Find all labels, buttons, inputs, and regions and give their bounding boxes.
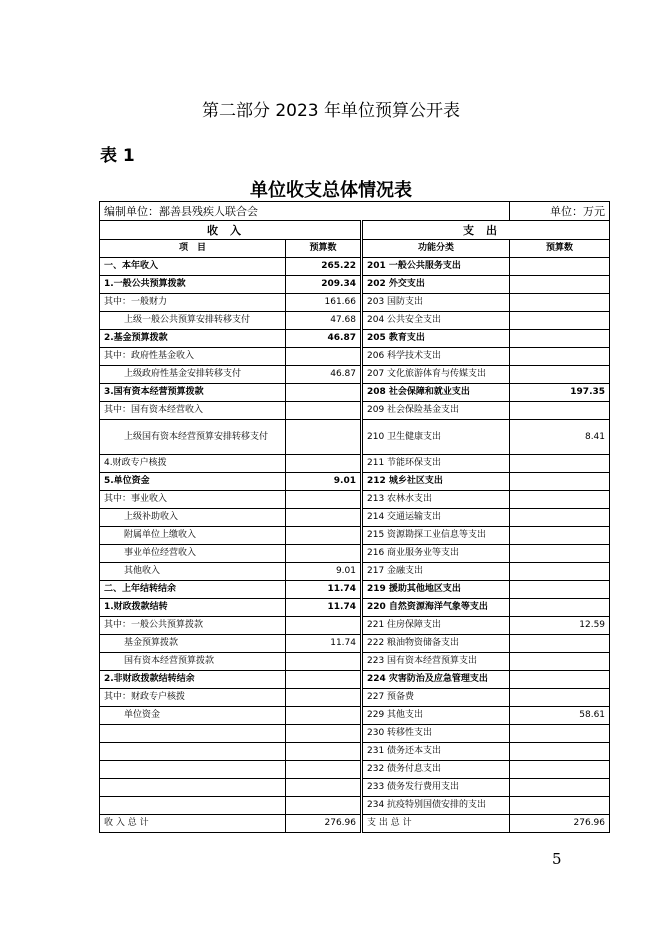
income-item xyxy=(100,743,286,761)
table-row xyxy=(100,815,610,833)
expense-amount: 58.61 xyxy=(510,707,610,725)
table-row xyxy=(100,725,610,743)
expense-amount xyxy=(510,563,610,581)
column-header-row xyxy=(100,240,610,258)
income-item: 其中：国有资本经营收入 xyxy=(100,402,286,420)
expense-item: 222 粮油物资储备支出 xyxy=(362,635,510,653)
income-amount xyxy=(286,527,362,545)
expense-item: 234 抗疫特别国债安排的支出 xyxy=(362,797,510,815)
income-amount xyxy=(286,671,362,689)
table-row xyxy=(100,384,610,402)
income-amount xyxy=(286,689,362,707)
expense-item: 204 公共安全支出 xyxy=(362,312,510,330)
expense-amount xyxy=(510,491,610,509)
income-item: 1.一般公共预算拨款 xyxy=(100,276,286,294)
table-row xyxy=(100,689,610,707)
income-amount: 9.01 xyxy=(286,473,362,491)
income-amount xyxy=(286,761,362,779)
table-row xyxy=(100,599,610,617)
expense-item: 220 自然资源海洋气象等支出 xyxy=(362,599,510,617)
expense-item: 208 社会保障和就业支出 xyxy=(362,384,510,402)
table-row xyxy=(100,563,610,581)
expense-item: 233 债务发行费用支出 xyxy=(362,779,510,797)
expense-amount xyxy=(510,581,610,599)
expense-amount xyxy=(510,599,610,617)
income-amount xyxy=(286,653,362,671)
income-amount: 46.87 xyxy=(286,366,362,384)
table-row xyxy=(100,473,610,491)
table-row xyxy=(100,402,610,420)
table-row xyxy=(100,797,610,815)
expense-item: 231 债务还本支出 xyxy=(362,743,510,761)
expense-amount xyxy=(510,545,610,563)
expense-item: 223 国有资本经营预算支出 xyxy=(362,653,510,671)
income-amount: 46.87 xyxy=(286,330,362,348)
income-item: 2.基金预算拨款 xyxy=(100,330,286,348)
expense-item: 227 预备费 xyxy=(362,689,510,707)
income-item: 上级补助收入 xyxy=(100,509,286,527)
expense-amount xyxy=(510,276,610,294)
expense-amount xyxy=(510,527,610,545)
expense-item: 213 农林水支出 xyxy=(362,491,510,509)
income-amount xyxy=(286,545,362,563)
expense-amount xyxy=(510,402,610,420)
expense-amount xyxy=(510,635,610,653)
expense-item: 229 其他支出 xyxy=(362,707,510,725)
income-amount xyxy=(286,743,362,761)
currency-unit: 单位：万元 xyxy=(510,202,610,221)
income-amount xyxy=(286,402,362,420)
expense-amount xyxy=(510,258,610,276)
table-row xyxy=(100,455,610,473)
expense-item: 202 外交支出 xyxy=(362,276,510,294)
expense-amount: 12.59 xyxy=(510,617,610,635)
expense-item: 209 社会保险基金支出 xyxy=(362,402,510,420)
table-row xyxy=(100,491,610,509)
income-amount xyxy=(286,491,362,509)
table-row xyxy=(100,743,610,761)
col-header-item: 项 目 xyxy=(100,240,286,258)
income-amount: 209.34 xyxy=(286,276,362,294)
income-amount xyxy=(286,725,362,743)
col-header-budget: 预算数 xyxy=(286,240,362,258)
expense-amount: 276.96 xyxy=(510,815,610,833)
table-row xyxy=(100,671,610,689)
income-item: 基金预算拨款 xyxy=(100,635,286,653)
expense-item: 217 金融支出 xyxy=(362,563,510,581)
table-row xyxy=(100,258,610,276)
table-row xyxy=(100,276,610,294)
income-item: 国有资本经营预算拨款 xyxy=(100,653,286,671)
income-amount: 9.01 xyxy=(286,563,362,581)
income-amount xyxy=(286,617,362,635)
income-amount xyxy=(286,348,362,366)
income-amount xyxy=(286,455,362,473)
income-amount: 47.68 xyxy=(286,312,362,330)
table-title: 单位收支总体情况表 xyxy=(250,180,412,201)
income-amount: 161.66 xyxy=(286,294,362,312)
income-item: 上级国有资本经营预算安排转移支付 xyxy=(100,420,286,455)
income-item: 其中：政府性基金收入 xyxy=(100,348,286,366)
table-row xyxy=(100,366,610,384)
income-item: 收 入 总 计 xyxy=(100,815,286,833)
expense-amount xyxy=(510,689,610,707)
income-item: 其中：一般财力 xyxy=(100,294,286,312)
expense-item: 211 节能环保支出 xyxy=(362,455,510,473)
budget-table xyxy=(99,201,610,833)
expense-item: 224 灾害防治及应急管理支出 xyxy=(362,671,510,689)
income-amount xyxy=(286,707,362,725)
table-row xyxy=(100,581,610,599)
expense-item: 216 商业服务业等支出 xyxy=(362,545,510,563)
expense-amount xyxy=(510,797,610,815)
income-item: 上级政府性基金安排转移支付 xyxy=(100,366,286,384)
expense-amount xyxy=(510,743,610,761)
table-row xyxy=(100,635,610,653)
table-row xyxy=(100,707,610,725)
income-item: 上级一般公共预算安排转移支付 xyxy=(100,312,286,330)
expense-amount xyxy=(510,455,610,473)
expense-item: 210 卫生健康支出 xyxy=(362,420,510,455)
expense-item: 215 资源勘探工业信息等支出 xyxy=(362,527,510,545)
income-item: 其中：财政专户核拨 xyxy=(100,689,286,707)
income-item: 其中：事业收入 xyxy=(100,491,286,509)
col-header-budget-2: 预算数 xyxy=(510,240,610,258)
income-item xyxy=(100,797,286,815)
expense-amount: 197.35 xyxy=(510,384,610,402)
expense-amount xyxy=(510,473,610,491)
expense-amount xyxy=(510,509,610,527)
expense-item: 207 文化旅游体育与传媒支出 xyxy=(362,366,510,384)
section-header-row xyxy=(100,221,610,240)
expense-item: 支 出 总 计 xyxy=(362,815,510,833)
income-amount xyxy=(286,797,362,815)
table-row xyxy=(100,312,610,330)
income-amount: 11.74 xyxy=(286,581,362,599)
table-row xyxy=(100,348,610,366)
expense-amount xyxy=(510,294,610,312)
table-row xyxy=(100,761,610,779)
expense-item: 214 交通运输支出 xyxy=(362,509,510,527)
income-amount: 276.96 xyxy=(286,815,362,833)
table-row xyxy=(100,545,610,563)
expense-item: 212 城乡社区支出 xyxy=(362,473,510,491)
expense-amount xyxy=(510,725,610,743)
income-amount xyxy=(286,509,362,527)
income-item: 一、本年收入 xyxy=(100,258,286,276)
table-row xyxy=(100,653,610,671)
expense-item: 205 教育支出 xyxy=(362,330,510,348)
col-header-function: 功能分类 xyxy=(362,240,510,258)
table-row xyxy=(100,779,610,797)
org-unit: 编制单位：鄯善县残疾人联合会 xyxy=(100,202,510,221)
income-header: 收入 xyxy=(100,221,362,240)
income-amount xyxy=(286,384,362,402)
expense-amount xyxy=(510,653,610,671)
income-item: 附属单位上缴收入 xyxy=(100,527,286,545)
income-item: 事业单位经营收入 xyxy=(100,545,286,563)
expense-item: 201 一般公共服务支出 xyxy=(362,258,510,276)
table-row xyxy=(100,527,610,545)
table-row xyxy=(100,330,610,348)
expense-header: 支出 xyxy=(362,221,610,240)
table-row xyxy=(100,420,610,455)
income-item: 2.非财政拨款结转结余 xyxy=(100,671,286,689)
expense-amount xyxy=(510,330,610,348)
expense-amount xyxy=(510,761,610,779)
expense-item: 221 住房保障支出 xyxy=(362,617,510,635)
expense-amount xyxy=(510,366,610,384)
expense-amount xyxy=(510,779,610,797)
income-amount: 11.74 xyxy=(286,599,362,617)
part-title: 第二部分 2023 年单位预算公开表 xyxy=(201,101,461,121)
expense-item: 203 国防支出 xyxy=(362,294,510,312)
income-item: 二、上年结转结余 xyxy=(100,581,286,599)
table-row xyxy=(100,294,610,312)
income-item: 4.财政专户核拨 xyxy=(100,455,286,473)
income-item xyxy=(100,725,286,743)
income-item xyxy=(100,779,286,797)
income-item: 3.国有资本经营预算拨款 xyxy=(100,384,286,402)
income-item xyxy=(100,761,286,779)
income-amount xyxy=(286,420,362,455)
unit-row xyxy=(100,202,610,221)
expense-item: 232 债务付息支出 xyxy=(362,761,510,779)
income-amount: 11.74 xyxy=(286,635,362,653)
expense-item: 206 科学技术支出 xyxy=(362,348,510,366)
income-amount xyxy=(286,779,362,797)
table-row xyxy=(100,617,610,635)
income-item: 单位资金 xyxy=(100,707,286,725)
table-label: 表 1 xyxy=(100,146,135,166)
expense-item: 230 转移性支出 xyxy=(362,725,510,743)
table-row xyxy=(100,509,610,527)
income-amount: 265.22 xyxy=(286,258,362,276)
expense-amount xyxy=(510,671,610,689)
income-item: 其中：一般公共预算拨款 xyxy=(100,617,286,635)
page-number: 5 xyxy=(552,850,562,868)
expense-amount xyxy=(510,348,610,366)
income-item: 1.财政拨款结转 xyxy=(100,599,286,617)
expense-item: 219 援助其他地区支出 xyxy=(362,581,510,599)
expense-amount: 8.41 xyxy=(510,420,610,455)
income-item: 其他收入 xyxy=(100,563,286,581)
expense-amount xyxy=(510,312,610,330)
income-item: 5.单位资金 xyxy=(100,473,286,491)
